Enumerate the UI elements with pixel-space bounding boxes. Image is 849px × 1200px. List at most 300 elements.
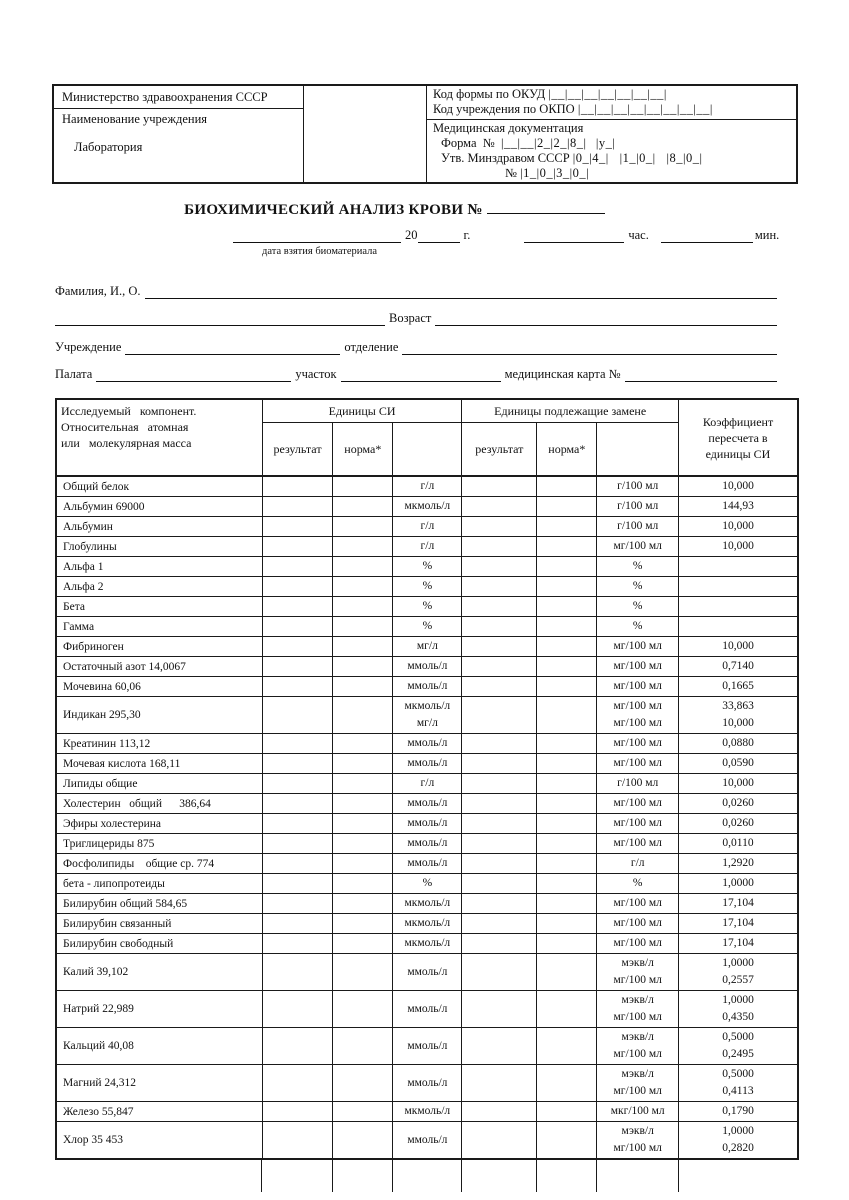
table-row <box>56 774 798 794</box>
coefficient-header: Коэффициент пересчета в единицы СИ <box>679 399 799 476</box>
si-unit-cell: ммоль/л <box>393 677 462 697</box>
si-unit-cell: ммоль/л <box>393 734 462 754</box>
coef-cell: 1,2920 <box>679 854 799 874</box>
si-unit-cell: мкмоль/л <box>393 914 462 934</box>
component-cell: Железо 55,847 <box>56 1102 262 1122</box>
old-result-cell <box>462 954 537 991</box>
coef-cell <box>679 617 799 637</box>
med-doc-block <box>427 120 796 182</box>
table-row <box>56 734 798 754</box>
old-norm-cell <box>537 754 597 774</box>
si-norm-cell <box>333 1028 393 1065</box>
okud-code-row <box>433 87 790 102</box>
year-blank <box>418 228 460 243</box>
si-norm-cell <box>333 814 393 834</box>
si-unit-cell: мкмоль/л <box>393 894 462 914</box>
table-row <box>56 874 798 894</box>
component-cell: Креатинин 113,12 <box>56 734 262 754</box>
si-unit-cell: % <box>393 597 462 617</box>
old-norm-cell <box>537 677 597 697</box>
component-cell: Билирубин связанный <box>56 914 262 934</box>
si-result-cell <box>262 1028 332 1065</box>
old-result-cell <box>462 854 537 874</box>
component-cell: Холестерин общий 386,64 <box>56 794 262 814</box>
ministry-label: Министерство здравоохранения СССР <box>54 86 303 109</box>
si-norm-cell <box>333 774 393 794</box>
table-row <box>56 814 798 834</box>
old-unit-cell: мг/100 мл <box>597 677 679 697</box>
si-result-cell <box>262 537 332 557</box>
old-result-cell <box>462 617 537 637</box>
old-norm-cell <box>537 934 597 954</box>
si-result-cell <box>262 991 332 1028</box>
old-norm-cell <box>537 617 597 637</box>
coef-cell: 0,1790 <box>679 1102 799 1122</box>
old-unit-cell: мэкв/л мг/100 мл <box>597 954 679 991</box>
si-result-cell <box>262 834 332 854</box>
si-norm-cell <box>333 517 393 537</box>
old-unit-cell: мэкв/л мг/100 мл <box>597 1065 679 1102</box>
si-result-cell <box>262 874 332 894</box>
form-number-label: Форма № <box>441 136 495 150</box>
old-result-cell <box>462 697 537 734</box>
component-cell: Кальций 40,08 <box>56 1028 262 1065</box>
old-unit-cell: мг/100 мл <box>597 734 679 754</box>
component-cell: Фосфолипиды общие ср. 774 <box>56 854 262 874</box>
coef-cell <box>679 597 799 617</box>
old-result-cell <box>462 577 537 597</box>
coef-cell: 1,0000 0,2820 <box>679 1122 799 1160</box>
si-norm-cell <box>333 934 393 954</box>
si-norm-cell <box>333 1102 393 1122</box>
coef-cell: 10,000 <box>679 774 799 794</box>
si-norm-cell <box>333 794 393 814</box>
si-unit-cell: мкмоль/л мг/л <box>393 697 462 734</box>
si-result-cell <box>262 954 332 991</box>
header-middle-cell <box>304 86 427 182</box>
si-unit-cell: г/л <box>393 537 462 557</box>
institution-cell <box>54 109 303 182</box>
med-card-blank <box>625 366 777 382</box>
old-result-cell <box>462 1122 537 1160</box>
hours-blank <box>524 228 624 243</box>
old-unit-cell: г/100 мл <box>597 774 679 794</box>
si-norm-cell <box>333 497 393 517</box>
component-cell: Мочевина 60,06 <box>56 677 262 697</box>
coef-cell: 0,0260 <box>679 794 799 814</box>
old-unit-cell: г/100 мл <box>597 497 679 517</box>
si-result-cell <box>262 894 332 914</box>
component-cell: Билирубин свободный <box>56 934 262 954</box>
century-prefix: 20 <box>405 228 418 242</box>
old-unit-cell: мг/100 мл <box>597 794 679 814</box>
header-left-cell <box>54 86 304 182</box>
coef-cell: 0,0260 <box>679 814 799 834</box>
form-title-text: БИОХИМИЧЕСКИЙ АНАЛИЗ КРОВИ № <box>184 202 483 218</box>
si-unit-cell: ммоль/л <box>393 657 462 677</box>
old-result-cell <box>462 734 537 754</box>
table-row <box>56 954 798 991</box>
ward-line <box>55 366 777 382</box>
old-result-cell <box>462 557 537 577</box>
old-norm-cell <box>537 954 597 991</box>
table-row <box>56 934 798 954</box>
coef-cell: 17,104 <box>679 934 799 954</box>
si-unit-header <box>393 423 462 477</box>
old-result-cell <box>462 1102 537 1122</box>
institution-line <box>55 339 777 355</box>
coef-cell: 17,104 <box>679 914 799 934</box>
si-result-cell <box>262 854 332 874</box>
si-result-cell <box>262 497 332 517</box>
table-row <box>56 577 798 597</box>
si-norm-cell <box>333 914 393 934</box>
age-pre-blank <box>55 310 385 326</box>
old-result-cell <box>462 1028 537 1065</box>
si-result-cell <box>262 794 332 814</box>
si-unit-cell: ммоль/л <box>393 754 462 774</box>
old-result-cell <box>462 637 537 657</box>
coef-cell: 1,0000 0,4350 <box>679 991 799 1028</box>
okpo-code-row <box>433 102 790 117</box>
component-cell: Билирубин общий 584,65 <box>56 894 262 914</box>
coef-cell: 10,000 <box>679 517 799 537</box>
old-norm-cell <box>537 734 597 754</box>
age-line <box>55 310 777 326</box>
department-label: отделение <box>344 340 399 354</box>
si-norm-cell <box>333 734 393 754</box>
coef-cell: 10,000 <box>679 637 799 657</box>
old-unit-cell: % <box>597 597 679 617</box>
old-norm-cell <box>537 814 597 834</box>
component-cell: Глобулины <box>56 537 262 557</box>
si-unit-cell: ммоль/л <box>393 814 462 834</box>
old-unit-cell: мг/100 мл <box>597 894 679 914</box>
old-unit-cell: мг/100 мл <box>597 637 679 657</box>
ward-blank <box>96 366 291 382</box>
si-unit-cell: ммоль/л <box>393 991 462 1028</box>
datetime-row <box>233 228 779 243</box>
old-norm-cell <box>537 1102 597 1122</box>
form-number-row <box>433 136 790 151</box>
si-unit-cell: ммоль/л <box>393 1065 462 1102</box>
table-row <box>56 517 798 537</box>
okud-label: Код формы по ОКУД <box>433 87 546 101</box>
old-unit-cell: г/100 мл <box>597 517 679 537</box>
old-norm-cell <box>537 834 597 854</box>
component-cell: Липиды общие <box>56 774 262 794</box>
si-norm-cell <box>333 854 393 874</box>
old-result-cell <box>462 814 537 834</box>
component-cell: Альфа 1 <box>56 557 262 577</box>
si-result-header: результат <box>262 423 332 477</box>
table-row <box>56 1028 798 1065</box>
si-unit-cell: % <box>393 874 462 894</box>
old-norm-cell <box>537 914 597 934</box>
table-row <box>56 657 798 677</box>
old-unit-cell: мг/100 мл мг/100 мл <box>597 697 679 734</box>
si-norm-cell <box>333 677 393 697</box>
table-row <box>56 794 798 814</box>
si-norm-cell <box>333 697 393 734</box>
si-norm-cell <box>333 597 393 617</box>
si-result-cell <box>262 577 332 597</box>
old-units-group-header: Единицы подлежащие замене <box>462 399 679 423</box>
results-table-wrap <box>55 398 799 1192</box>
coef-cell: 0,1665 <box>679 677 799 697</box>
si-unit-cell: % <box>393 577 462 597</box>
results-table <box>55 398 799 1160</box>
si-norm-cell <box>333 991 393 1028</box>
table-row <box>56 914 798 934</box>
old-result-cell <box>462 774 537 794</box>
old-norm-cell <box>537 854 597 874</box>
si-unit-cell: ммоль/л <box>393 854 462 874</box>
age-label: Возраст <box>389 311 432 325</box>
laboratory-label: Лаборатория <box>74 140 143 154</box>
table-row <box>56 697 798 734</box>
component-header: Исследуемый компонент. Относительная атомная или молекулярная масса <box>56 399 262 476</box>
biomaterial-date-caption: дата взятия биоматериала <box>262 246 378 257</box>
si-result-cell <box>262 734 332 754</box>
old-norm-cell <box>537 794 597 814</box>
si-unit-cell: мг/л <box>393 637 462 657</box>
si-result-cell <box>262 677 332 697</box>
si-unit-cell: мкмоль/л <box>393 497 462 517</box>
si-result-cell <box>262 517 332 537</box>
old-norm-cell <box>537 697 597 734</box>
old-result-cell <box>462 914 537 934</box>
okpo-label: Код учреждения по ОКПО <box>433 102 575 116</box>
si-norm-cell <box>333 894 393 914</box>
form-suffix-box: |у_| <box>595 136 616 150</box>
si-norm-cell <box>333 557 393 577</box>
table-row <box>56 597 798 617</box>
si-norm-cell <box>333 637 393 657</box>
table-row <box>56 557 798 577</box>
table-row <box>56 497 798 517</box>
old-unit-cell: мг/100 мл <box>597 814 679 834</box>
minutes-blank <box>661 228 753 243</box>
old-norm-cell <box>537 557 597 577</box>
age-blank <box>435 310 777 326</box>
table-row <box>56 617 798 637</box>
old-norm-cell <box>537 894 597 914</box>
old-norm-cell <box>537 1028 597 1065</box>
coef-cell: 33,863 10,000 <box>679 697 799 734</box>
ward-label: Палата <box>55 367 93 381</box>
old-unit-cell: мг/100 мл <box>597 834 679 854</box>
table-row <box>56 754 798 774</box>
old-norm-cell <box>537 637 597 657</box>
si-unit-cell: ммоль/л <box>393 834 462 854</box>
old-norm-cell <box>537 1122 597 1160</box>
si-result-cell <box>262 1065 332 1102</box>
med-doc-label: Медицинская документация <box>433 121 584 135</box>
old-norm-cell <box>537 657 597 677</box>
med-card-label: медицинская карта № <box>504 367 621 381</box>
old-norm-cell <box>537 476 597 497</box>
si-result-cell <box>262 637 332 657</box>
si-result-cell <box>262 657 332 677</box>
old-norm-cell <box>537 1065 597 1102</box>
component-cell: Остаточный азот 14,0067 <box>56 657 262 677</box>
component-cell: Эфиры холестерина <box>56 814 262 834</box>
old-result-cell <box>462 794 537 814</box>
old-result-cell <box>462 834 537 854</box>
old-result-cell <box>462 657 537 677</box>
old-norm-header: норма* <box>537 423 597 477</box>
si-result-cell <box>262 617 332 637</box>
component-cell: Альфа 2 <box>56 577 262 597</box>
old-unit-cell: мг/100 мл <box>597 914 679 934</box>
table-row <box>56 894 798 914</box>
year-label: г. <box>463 228 471 242</box>
coef-cell: 10,000 <box>679 476 799 497</box>
si-unit-cell: ммоль/л <box>393 954 462 991</box>
table-row <box>56 537 798 557</box>
table-row <box>56 854 798 874</box>
old-unit-cell: % <box>597 617 679 637</box>
component-cell: Бета <box>56 597 262 617</box>
si-unit-cell: г/л <box>393 774 462 794</box>
header-group-row <box>56 399 798 423</box>
name-label: Фамилия, И., О. <box>55 284 141 298</box>
si-norm-cell <box>333 1065 393 1102</box>
coef-cell: 0,0880 <box>679 734 799 754</box>
si-result-cell <box>262 557 332 577</box>
old-unit-cell: мг/100 мл <box>597 537 679 557</box>
si-unit-cell: ммоль/л <box>393 1122 462 1160</box>
coef-cell: 17,104 <box>679 894 799 914</box>
si-result-cell <box>262 914 332 934</box>
old-unit-cell: мг/100 мл <box>597 754 679 774</box>
header-right-cell <box>427 86 796 182</box>
name-blank <box>145 283 777 299</box>
coef-cell: 0,0110 <box>679 834 799 854</box>
coef-cell: 1,0000 <box>679 874 799 894</box>
coef-cell: 0,5000 0,4113 <box>679 1065 799 1102</box>
okpo-code-boxes: |__|__|__|__|__|__|__|__| <box>577 102 713 116</box>
si-result-cell <box>262 697 332 734</box>
coef-cell <box>679 577 799 597</box>
old-norm-cell <box>537 577 597 597</box>
old-result-cell <box>462 537 537 557</box>
coef-cell <box>679 557 799 577</box>
coef-cell: 10,000 <box>679 537 799 557</box>
si-result-cell <box>262 814 332 834</box>
old-result-cell <box>462 476 537 497</box>
component-cell: Калий 39,102 <box>56 954 262 991</box>
component-cell: Альбумин <box>56 517 262 537</box>
old-norm-cell <box>537 497 597 517</box>
old-unit-cell: мэкв/л мг/100 мл <box>597 1122 679 1160</box>
coef-cell: 1,0000 0,2557 <box>679 954 799 991</box>
minutes-label: мин. <box>754 228 780 242</box>
old-unit-cell: мкг/100 мл <box>597 1102 679 1122</box>
table-row <box>56 1065 798 1102</box>
component-cell: Магний 24,312 <box>56 1065 262 1102</box>
old-norm-cell <box>537 537 597 557</box>
si-unit-cell: г/л <box>393 476 462 497</box>
component-cell: Мочевая кислота 168,11 <box>56 754 262 774</box>
component-cell: Натрий 22,989 <box>56 991 262 1028</box>
component-cell: бета - липопротеиды <box>56 874 262 894</box>
si-result-cell <box>262 476 332 497</box>
old-result-header: результат <box>462 423 537 477</box>
si-result-cell <box>262 1102 332 1122</box>
old-result-cell <box>462 497 537 517</box>
si-result-cell <box>262 597 332 617</box>
old-norm-cell <box>537 774 597 794</box>
old-result-cell <box>462 677 537 697</box>
old-result-cell <box>462 754 537 774</box>
old-unit-cell: мэкв/л мг/100 мл <box>597 1028 679 1065</box>
approved-number-label: № <box>505 166 517 180</box>
district-label: участок <box>295 367 337 381</box>
old-result-cell <box>462 991 537 1028</box>
si-result-cell <box>262 934 332 954</box>
table-row <box>56 834 798 854</box>
component-cell: Общий белок <box>56 476 262 497</box>
old-norm-cell <box>537 874 597 894</box>
si-norm-cell <box>333 954 393 991</box>
old-unit-cell: % <box>597 577 679 597</box>
table-row <box>56 1102 798 1122</box>
old-result-cell <box>462 934 537 954</box>
old-result-cell <box>462 597 537 617</box>
approved-number-boxes: |1_|0_|3_|0_| <box>520 166 590 180</box>
table-row <box>56 476 798 497</box>
old-unit-cell: % <box>597 874 679 894</box>
old-result-cell <box>462 1065 537 1102</box>
coef-cell: 0,7140 <box>679 657 799 677</box>
component-cell: Альбумин 69000 <box>56 497 262 517</box>
district-blank <box>341 366 501 382</box>
old-unit-header <box>597 423 679 477</box>
approved-label: Утв. Минздравом СССР <box>441 151 570 165</box>
old-norm-cell <box>537 991 597 1028</box>
si-norm-header: норма* <box>333 423 393 477</box>
old-result-cell <box>462 894 537 914</box>
institution-label: Учреждение <box>55 340 122 354</box>
old-unit-cell: г/100 мл <box>597 476 679 497</box>
si-unit-cell: мкмоль/л <box>393 934 462 954</box>
old-unit-cell: мг/100 мл <box>597 657 679 677</box>
si-norm-cell <box>333 617 393 637</box>
analysis-number-blank <box>487 200 605 214</box>
coef-cell: 0,5000 0,2495 <box>679 1028 799 1065</box>
approved-number-row <box>433 166 790 181</box>
form-number-boxes: |__|__|2_|2_|8_| <box>501 136 587 150</box>
form-title <box>0 200 789 219</box>
approved-date-boxes: |0_|4_| |1_|0_| |8_|0_| <box>572 151 703 165</box>
old-unit-cell: мэкв/л мг/100 мл <box>597 991 679 1028</box>
old-unit-cell: % <box>597 557 679 577</box>
name-line <box>55 283 777 299</box>
department-blank <box>402 339 777 355</box>
old-norm-cell <box>537 517 597 537</box>
si-norm-cell <box>333 537 393 557</box>
old-unit-cell: г/л <box>597 854 679 874</box>
component-cell: Гамма <box>56 617 262 637</box>
component-cell: Хлор 35 453 <box>56 1122 262 1160</box>
si-norm-cell <box>333 874 393 894</box>
old-norm-cell <box>537 597 597 617</box>
si-result-cell <box>262 1122 332 1160</box>
component-cell: Индикан 295,30 <box>56 697 262 734</box>
component-cell: Триглицериды 875 <box>56 834 262 854</box>
